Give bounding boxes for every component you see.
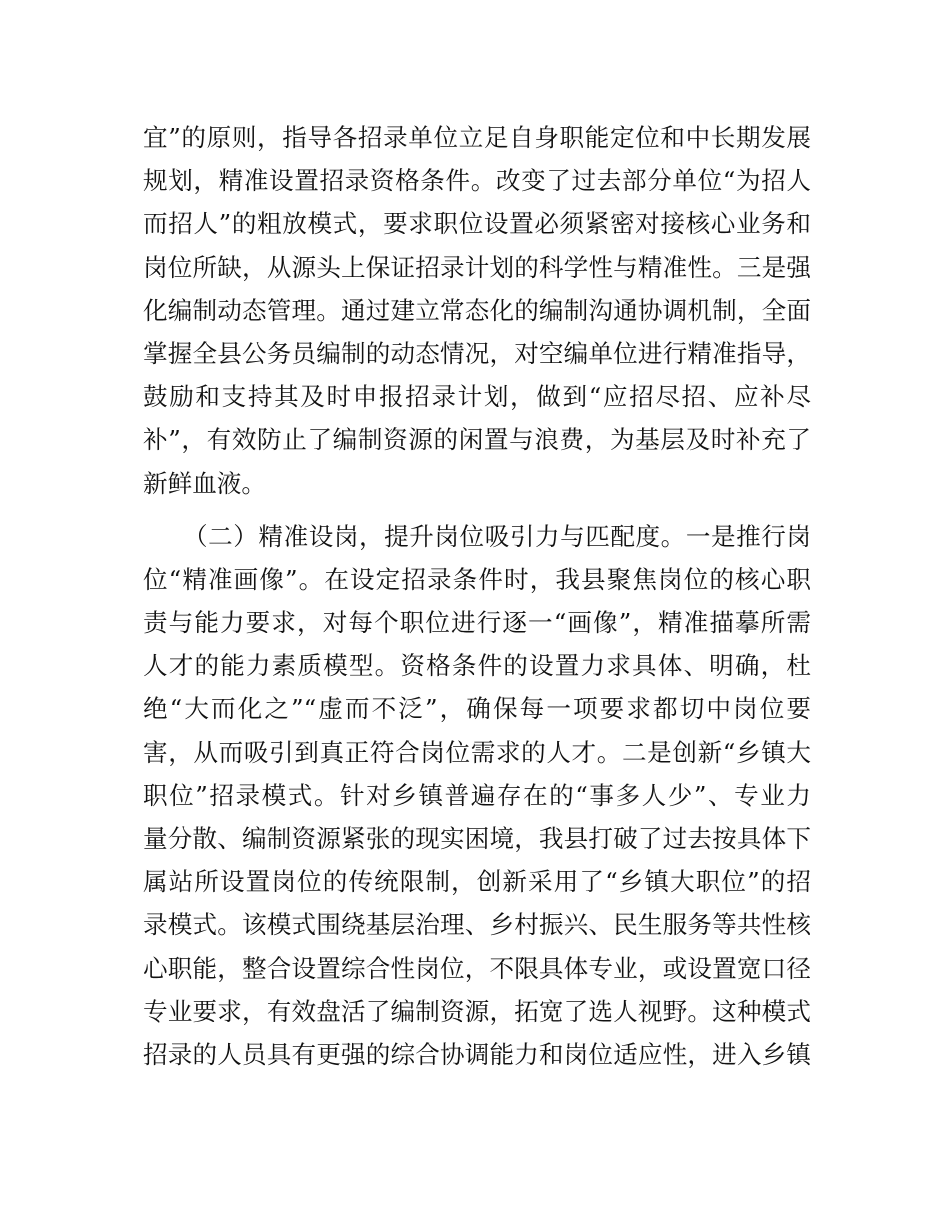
text-line: 宜”的原则，指导各招录单位立足自身职能定位和中长期发展 xyxy=(143,123,811,152)
text-line: 责与能力要求，对每个职位进行逐一“画像”，精准描摹所需 xyxy=(143,608,811,638)
text-line: 职位”招录模式。针对乡镇普遍存在的“事多人少”、专业力 xyxy=(143,780,811,810)
text-line: 量分散、编制资源紧张的现实困境，我县打破了过去按具体下 xyxy=(143,824,811,853)
text-line: 绝“大而化之”“虚而不泛”，确保每一项要求都切中岗位要 xyxy=(143,694,811,724)
text-line: 招录的人员具有更强的综合协调能力和岗位适应性，进入乡镇 xyxy=(143,1039,811,1069)
text-line: 岗位所缺，从源头上保证招录计划的科学性与精准性。三是强 xyxy=(143,252,811,282)
text-line: （二）精准设岗，提升岗位吸引力与匹配度。一是推行岗 xyxy=(183,521,811,551)
text-line: 位“精准画像”。在设定招录条件时，我县聚焦岗位的核心职 xyxy=(143,564,811,594)
paragraph-2 xyxy=(143,515,811,1076)
text-line: 化编制动态管理。通过建立常态化的编制沟通协调机制，全面 xyxy=(143,295,811,325)
text-line: 新鲜血液。 xyxy=(143,468,266,498)
text-line: 掌握全县公务员编制的动态情况，对空编单位进行精准指导， xyxy=(143,338,811,368)
text-line: 属站所设置岗位的传统限制，创新采用了“乡镇大职位”的招 xyxy=(143,867,811,897)
paragraph-spacer xyxy=(143,505,811,515)
paragraph-1 xyxy=(143,116,811,505)
text-line: 害，从而吸引到真正符合岗位需求的人才。二是创新“乡镇大 xyxy=(143,737,811,767)
text-line: 规划，精准设置招录资格条件。改变了过去部分单位“为招人 xyxy=(143,166,811,196)
text-line: 鼓励和支持其及时申报招录计划，做到“应招尽招、应补尽 xyxy=(143,382,811,412)
document-body xyxy=(143,116,811,1076)
text-line: 人才的能力素质模型。资格条件的设置力求具体、明确，杜 xyxy=(143,651,811,681)
text-line: 专业要求，有效盘活了编制资源，拓宽了选人视野。这种模式 xyxy=(143,996,811,1026)
text-line: 而招人”的粗放模式，要求职位设置必须紧密对接核心业务和 xyxy=(143,209,811,239)
text-line: 心职能，整合设置综合性岗位，不限具体专业，或设置宽口径 xyxy=(143,953,811,983)
text-line: 录模式。该模式围绕基层治理、乡村振兴、民生服务等共性核 xyxy=(143,910,811,940)
text-line: 补”，有效防止了编制资源的闲置与浪费，为基层及时补充了 xyxy=(143,425,811,455)
